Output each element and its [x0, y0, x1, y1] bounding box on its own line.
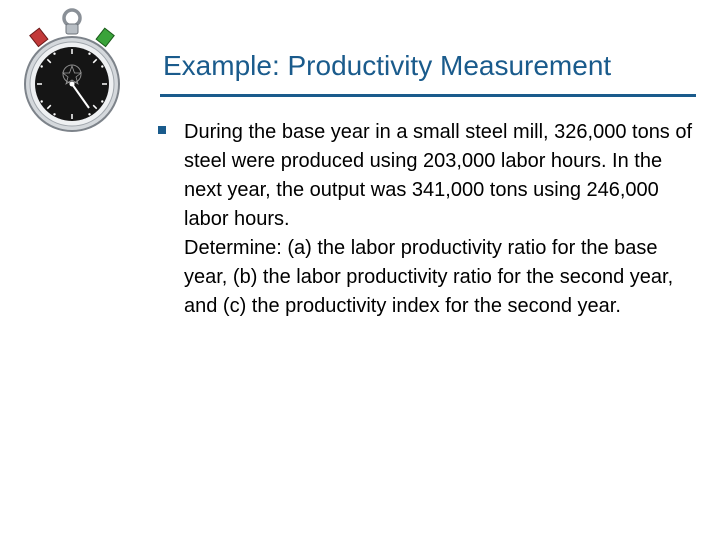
slide-title: Example: Productivity Measurement: [163, 50, 612, 81]
bullet-square-icon: [158, 126, 166, 134]
bullet-item: [158, 118, 698, 321]
bullet-question-text: Determine: (a) the labor productivity ratio for the base year, (b) the labor productivity ratio for the second year, and (c) the productivity index for the second year.: [184, 237, 674, 317]
stopwatch-icon: [22, 8, 122, 140]
title-divider: [160, 94, 696, 97]
bullet-text-block: [184, 118, 698, 321]
bullet-problem-text: During the base year in a small steel mill, 326,000 tons of steel were produced using 203,000 labor hours. In the next year, the output was 341,000 tons using 246,000 labor hours.: [184, 121, 693, 230]
